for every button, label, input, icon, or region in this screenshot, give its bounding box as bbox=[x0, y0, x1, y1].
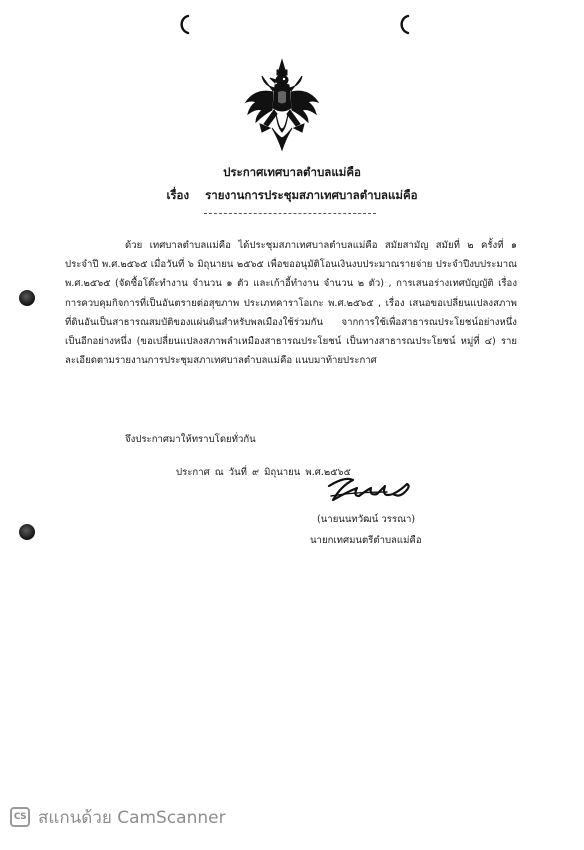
camscanner-watermark bbox=[10, 806, 226, 828]
garuda-emblem-icon bbox=[242, 58, 322, 154]
subject-label: เรื่อง bbox=[166, 188, 190, 202]
body-paragraph: ด้วย เทศบาลตำบลแม่คือ ได้ประชุมสภาเทศบาลตำบลแม่คือ สมัยสามัญ สมัยที่ ๒ ครั้งที่ ๑ ประจำปี พ.ศ.๒๕๖๕ เมื่อวันที่ ๖ มิถุนายน ๒๕๖๕ เพื่อขออนุมัติโอนเงินงบประมาณรายจ่าย ประจำปีงบประมาณ พ.ศ.๒๕๖๕ (จัดซื้อโต๊ะทำงาน จำนวน ๑ ตัว และเก้าอี้ทำงาน จำนวน ๒ ตัว) , การเสนอร่างเทศบัญญัติ เรื่อง การควบคุมกิจการที่เป็นอันตรายต่อสุขภาพ ประเภทคาราโอเกะ พ.ศ.๒๕๖๕ , เรื่อง เสนอขอเปลี่ยนแปลงสภาพที่ดินอันเป็นสาธารณสมบัติของแผ่นดินสำหรับพลเมืองใช้ร่วมกัน จากการใช้เพื่อสาธารณประโยชน์อย่างหนึ่งเป็นอีกอย่างหนึ่ง (ขอเปลี่ยนแปลงสภาพลำเหมืองสาธารณประโยชน์ เป็นทางสาธารณประโยชน์ หมู่ที่ ๔) รายละเอียดตามรายงานการประชุมสภาเทศบาลตำบลแม่คือ แนบมาท้ายประกาศ bbox=[65, 240, 517, 367]
title-divider bbox=[204, 213, 376, 214]
clip-mark-icon bbox=[176, 14, 192, 36]
closing-statement: จึงประกาศมาให้ทราบโดยทั่วกัน bbox=[125, 434, 256, 445]
document-body bbox=[65, 236, 517, 370]
document-subject bbox=[0, 187, 584, 205]
handwritten-signature bbox=[323, 472, 415, 508]
watermark-text: สแกนด้วย CamScanner bbox=[38, 807, 226, 828]
signatory-name: (นายนนทวัฒน์ วรรณา) bbox=[317, 514, 416, 525]
punch-hole-icon bbox=[19, 524, 35, 540]
announcement-date: ประกาศ ณ วันที่ ๙ มิถุนายน พ.ศ.๒๕๖๕ bbox=[176, 467, 351, 478]
signatory-position: นายกเทศมนตรีตำบลแม่คือ bbox=[310, 535, 422, 546]
camscanner-logo-icon: CS bbox=[10, 807, 30, 827]
clip-mark-icon bbox=[396, 14, 412, 36]
punch-hole-icon bbox=[19, 290, 35, 306]
document-title: ประกาศเทศบาลตำบลแม่คือ bbox=[223, 165, 361, 179]
subject-text: รายงานการประชุมสภาเทศบาลตำบลแม่คือ bbox=[205, 188, 418, 202]
